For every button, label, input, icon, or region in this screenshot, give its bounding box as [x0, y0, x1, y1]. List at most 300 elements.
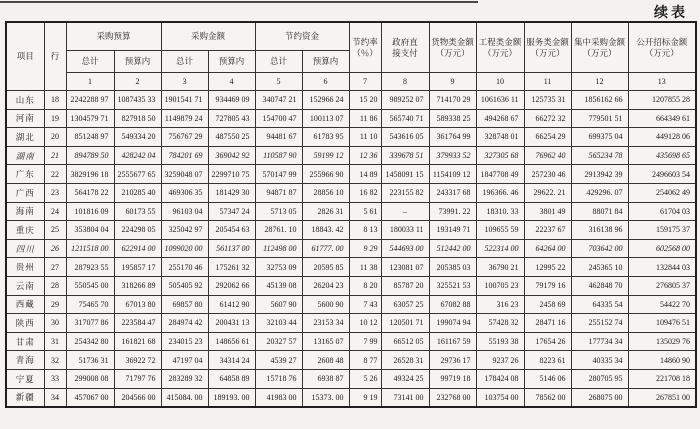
value-cell: 88071 84 [571, 202, 628, 221]
subheader-budget-within: 预算内 [114, 51, 161, 73]
line-number: 26 [44, 239, 66, 258]
value-cell: 64858 89 [208, 369, 255, 388]
value-cell: 64335 54 [571, 295, 628, 314]
col-number: 3 [161, 73, 208, 91]
value-cell: 255170 46 [161, 258, 208, 277]
value-cell: 1154109 12 [429, 165, 476, 184]
col-header-govt-direct-payment [381, 22, 429, 73]
province-name: 广西 [6, 183, 44, 202]
line-number: 32 [44, 351, 66, 370]
value-cell: 57347 24 [208, 202, 255, 221]
value-cell: 13165 07 [302, 332, 349, 351]
value-cell: 103754 00 [476, 388, 524, 407]
page-top-rule [0, 1, 478, 3]
value-cell: 505405 92 [161, 276, 208, 295]
value-cell: 154700 47 [255, 109, 302, 128]
value-cell: 28856 10 [302, 183, 349, 202]
value-cell: 94871 87 [255, 183, 302, 202]
value-cell: 15718 76 [255, 369, 302, 388]
value-cell: 328748 01 [476, 128, 524, 147]
col-header-line: 行 [44, 22, 66, 91]
value-cell: 5600 90 [302, 295, 349, 314]
province-name: 新疆 [6, 388, 44, 407]
value-cell: 14860 90 [628, 351, 696, 370]
value-cell: 2242288 97 [66, 91, 114, 110]
value-cell: 11 38 [349, 258, 381, 277]
engineering-amount-label: 工程类金额 [478, 36, 522, 47]
value-cell: 221708 18 [628, 369, 696, 388]
value-cell: 561137 00 [208, 239, 255, 258]
value-cell: 26528 31 [381, 351, 429, 370]
value-cell: 699375 04 [571, 128, 628, 147]
value-cell: 5607 90 [255, 295, 302, 314]
value-cell: 41983 00 [255, 388, 302, 407]
table-row [6, 369, 696, 388]
value-cell: 85787 20 [381, 276, 429, 295]
value-cell: 57428 32 [476, 314, 524, 333]
value-cell: 415084. 00 [161, 388, 208, 407]
value-cell: 67082 88 [429, 295, 476, 314]
value-cell: 177734 34 [571, 332, 628, 351]
table-row [6, 183, 696, 202]
value-cell: 11 10 [349, 128, 381, 147]
value-cell: 15373. 00 [302, 388, 349, 407]
header-row-column-numbers [6, 73, 696, 91]
province-name: 河南 [6, 109, 44, 128]
value-cell: 12 36 [349, 146, 381, 165]
table-row [6, 276, 696, 295]
value-cell: 175261 32 [208, 258, 255, 277]
col-number: 10 [476, 73, 524, 91]
subheader-budget-total: 总计 [66, 51, 114, 73]
value-cell: 112498 00 [255, 239, 302, 258]
value-cell: 66272 32 [524, 109, 571, 128]
value-cell: 428242 04 [114, 146, 161, 165]
value-cell: 180033 11 [381, 221, 429, 240]
value-cell: 61412 90 [208, 295, 255, 314]
value-cell: 178424 08 [476, 369, 524, 388]
value-cell: 1304579 71 [66, 109, 114, 128]
value-cell: 543616 05 [381, 128, 429, 147]
value-cell: 123081 07 [381, 258, 429, 277]
value-cell: 756767 29 [161, 128, 208, 147]
value-cell: 544693 00 [381, 239, 429, 258]
goods-amount-unit: （万元） [435, 47, 470, 58]
value-cell: 20595 85 [302, 258, 349, 277]
value-cell: 276805 37 [628, 276, 696, 295]
govt-direct-label-2: 接支付 [392, 47, 418, 58]
value-cell: 78562 00 [524, 388, 571, 407]
province-name: 海南 [6, 202, 44, 221]
value-cell: 714170 29 [429, 91, 476, 110]
value-cell: 449128 06 [628, 128, 696, 147]
value-cell: 5146 06 [524, 369, 571, 388]
services-amount-label: 服务类金额 [526, 36, 569, 47]
col-number: 13 [628, 73, 696, 91]
value-cell: 8223 61 [524, 351, 571, 370]
value-cell: 14 89 [349, 165, 381, 184]
value-cell: 5 26 [349, 369, 381, 388]
value-cell: 283289 32 [161, 369, 208, 388]
value-cell: 1087435 33 [114, 91, 161, 110]
col-header-services-amount [524, 22, 571, 73]
line-number: 31 [44, 332, 66, 351]
value-cell: 20327 57 [255, 332, 302, 351]
value-cell: 1847708 49 [476, 165, 524, 184]
value-cell: 10 12 [349, 314, 381, 333]
value-cell: 125735 31 [524, 91, 571, 110]
value-cell: 100705 23 [476, 276, 524, 295]
col-header-goods-amount [429, 22, 476, 73]
col-group-procurement-budget: 采购预算 [66, 22, 161, 51]
value-cell: 159175 37 [628, 221, 696, 240]
centralized-amount-unit: （万元） [582, 47, 617, 58]
value-cell: 224298 05 [114, 221, 161, 240]
savings-rate-label: 节约率 [352, 36, 378, 47]
value-cell: 40335 34 [571, 351, 628, 370]
value-cell: 703642 00 [571, 239, 628, 258]
province-name: 云南 [6, 276, 44, 295]
value-cell: 148656 61 [208, 332, 255, 351]
value-cell: 67013 80 [114, 295, 161, 314]
value-cell: 232768 00 [429, 388, 476, 407]
value-cell: 469306 35 [161, 183, 208, 202]
value-cell: 9237 26 [476, 351, 524, 370]
value-cell: 22237 67 [524, 221, 571, 240]
value-cell: 255152 74 [571, 314, 628, 333]
value-cell: 339678 51 [381, 146, 429, 165]
value-cell: 28471 16 [524, 314, 571, 333]
value-cell: 59199 12 [302, 146, 349, 165]
value-cell: 205454 63 [208, 221, 255, 240]
value-cell: 318266 89 [114, 276, 161, 295]
province-name: 重庆 [6, 221, 44, 240]
value-cell: 254062 49 [628, 183, 696, 202]
value-cell: 487550 25 [208, 128, 255, 147]
value-cell: 327305 68 [476, 146, 524, 165]
value-cell: 1901541 71 [161, 91, 208, 110]
engineering-amount-unit: （万元） [483, 47, 518, 58]
value-cell: 54422 70 [628, 295, 696, 314]
value-cell: 550545 00 [66, 276, 114, 295]
province-name: 西藏 [6, 295, 44, 314]
value-cell: 664349 61 [628, 109, 696, 128]
value-cell: 894789 50 [66, 146, 114, 165]
col-group-procurement-amount: 采购金额 [161, 22, 255, 51]
province-name: 山东 [6, 91, 44, 110]
value-cell: 934469 09 [208, 91, 255, 110]
table-row [6, 239, 696, 258]
value-cell: 205385 03 [429, 258, 476, 277]
value-cell: 267851 00 [628, 388, 696, 407]
value-cell: 28761. 10 [255, 221, 302, 240]
col-number: 12 [571, 73, 628, 91]
col-number: 9 [429, 73, 476, 91]
value-cell: 223155 82 [381, 183, 429, 202]
value-cell: 101816 09 [66, 202, 114, 221]
value-cell: 16 82 [349, 183, 381, 202]
table-row [6, 295, 696, 314]
province-name: 青海 [6, 351, 44, 370]
value-cell: 45139 08 [255, 276, 302, 295]
value-cell: 243317 68 [429, 183, 476, 202]
open-bidding-label: 公开招标金额 [636, 36, 688, 47]
value-cell: 51736 31 [66, 351, 114, 370]
value-cell: 204566 00 [114, 388, 161, 407]
services-amount-unit: （万元） [530, 47, 565, 58]
value-cell: 340747 21 [255, 91, 302, 110]
value-cell: 1207855 28 [628, 91, 696, 110]
value-cell: 49324 25 [381, 369, 429, 388]
col-number: 7 [349, 73, 381, 91]
value-cell: 287923 55 [66, 258, 114, 277]
province-name: 广东 [6, 165, 44, 184]
value-cell: 76962 40 [524, 146, 571, 165]
table-row [6, 332, 696, 351]
value-cell: 26204 23 [302, 276, 349, 295]
value-cell: 135029 76 [628, 332, 696, 351]
value-cell: 570147 99 [255, 165, 302, 184]
value-cell: 2458 69 [524, 295, 571, 314]
value-cell: 34314 24 [208, 351, 255, 370]
table-row [6, 128, 696, 147]
table-row [6, 109, 696, 128]
value-cell: 361764 99 [429, 128, 476, 147]
value-cell: 152966 24 [302, 91, 349, 110]
value-cell: 369042 92 [208, 146, 255, 165]
value-cell: 353804 04 [66, 221, 114, 240]
subheader-saved-within: 预算内 [302, 51, 349, 73]
province-name: 宁夏 [6, 369, 44, 388]
value-cell: 193149 71 [429, 221, 476, 240]
value-cell: 602568 00 [628, 239, 696, 258]
province-name: 陕西 [6, 314, 44, 333]
col-number: 2 [114, 73, 161, 91]
value-cell: 1856162 66 [571, 91, 628, 110]
govt-direct-label-1: 政府直 [392, 36, 418, 47]
value-cell: 4539 27 [255, 351, 302, 370]
table-row [6, 221, 696, 240]
value-cell: 299008 08 [66, 369, 114, 388]
value-cell: 9 19 [349, 388, 381, 407]
value-cell: 64264 00 [524, 239, 571, 258]
value-cell: 1458091 15 [381, 165, 429, 184]
value-cell: 36922 72 [114, 351, 161, 370]
table-row [6, 165, 696, 184]
subheader-saved-total: 总计 [255, 51, 302, 73]
value-cell: 379933 52 [429, 146, 476, 165]
col-header-open-bidding-amount [628, 22, 696, 73]
value-cell: 210285 40 [114, 183, 161, 202]
value-cell: 66512 05 [381, 332, 429, 351]
col-header-centralized-procurement-amount [571, 22, 628, 73]
col-number: 11 [524, 73, 571, 91]
value-cell: 245365 10 [571, 258, 628, 277]
value-cell: 1099020 00 [161, 239, 208, 258]
value-cell: 268075 00 [571, 388, 628, 407]
province-name: 甘肃 [6, 332, 44, 351]
value-cell: 29622. 21 [524, 183, 571, 202]
goods-amount-label: 货物类金额 [431, 36, 474, 47]
value-cell: 564178 22 [66, 183, 114, 202]
table-row [6, 146, 696, 165]
value-cell: 61783 95 [302, 128, 349, 147]
value-cell: 32103 44 [255, 314, 302, 333]
value-cell: 47197 04 [161, 351, 208, 370]
value-cell: 69857 80 [161, 295, 208, 314]
value-cell: 195857 17 [114, 258, 161, 277]
value-cell: 7 43 [349, 295, 381, 314]
value-cell: 75465 70 [66, 295, 114, 314]
value-cell: 435698 65 [628, 146, 696, 165]
line-number: 20 [44, 128, 66, 147]
value-cell: 109655 59 [476, 221, 524, 240]
value-cell: 2496603 54 [628, 165, 696, 184]
value-cell: 199074 94 [429, 314, 476, 333]
value-cell: 512442 00 [429, 239, 476, 258]
table-row [6, 91, 696, 110]
value-cell: 23153 34 [302, 314, 349, 333]
value-cell: 32753 09 [255, 258, 302, 277]
value-cell: 1061636 11 [476, 91, 524, 110]
line-number: 33 [44, 369, 66, 388]
value-cell: 100113 07 [302, 109, 349, 128]
value-cell: 457067 00 [66, 388, 114, 407]
empty-value-dash: – [381, 202, 429, 221]
value-cell: 110587 90 [255, 146, 302, 165]
value-cell: 2913942 39 [571, 165, 628, 184]
value-cell: 18310. 33 [476, 202, 524, 221]
value-cell: 316 23 [476, 295, 524, 314]
table-row [6, 202, 696, 221]
value-cell: 79179 16 [524, 276, 571, 295]
col-group-saved-funds: 节约资金 [255, 22, 349, 51]
value-cell: 6938 87 [302, 369, 349, 388]
col-header-engineering-amount [476, 22, 524, 73]
value-cell: 5713 05 [255, 202, 302, 221]
value-cell: 29736 17 [429, 351, 476, 370]
value-cell: 989252 07 [381, 91, 429, 110]
value-cell: 196366. 46 [476, 183, 524, 202]
line-number: 29 [44, 295, 66, 314]
value-cell: 71797 76 [114, 369, 161, 388]
value-cell: 257230 46 [524, 165, 571, 184]
line-number: 30 [44, 314, 66, 333]
value-cell: 200431 13 [208, 314, 255, 333]
line-number: 24 [44, 202, 66, 221]
value-cell: 589338 25 [429, 109, 476, 128]
value-cell: 96103 04 [161, 202, 208, 221]
value-cell: 784201 69 [161, 146, 208, 165]
value-cell: 8 77 [349, 351, 381, 370]
line-number: 21 [44, 146, 66, 165]
line-number: 34 [44, 388, 66, 407]
value-cell: 61777. 00 [302, 239, 349, 258]
value-cell: 284974 42 [161, 314, 208, 333]
value-cell: 1211518 00 [66, 239, 114, 258]
value-cell: 73991. 22 [429, 202, 476, 221]
province-name: 湖南 [6, 146, 44, 165]
col-number: 5 [255, 73, 302, 91]
value-cell: 3829196 18 [66, 165, 114, 184]
col-number: 1 [66, 73, 114, 91]
province-name: 湖北 [6, 128, 44, 147]
subheader-amount-total: 总计 [161, 51, 208, 73]
value-cell: 3259048 07 [161, 165, 208, 184]
value-cell: 55193 38 [476, 332, 524, 351]
value-cell: 36790 21 [476, 258, 524, 277]
province-name: 四川 [6, 239, 44, 258]
line-number: 25 [44, 221, 66, 240]
value-cell: 827918 50 [114, 109, 161, 128]
value-cell: 779501 51 [571, 109, 628, 128]
value-cell: 2299710 75 [208, 165, 255, 184]
value-cell: 63057 25 [381, 295, 429, 314]
value-cell: 15 20 [349, 91, 381, 110]
table-row [6, 258, 696, 277]
value-cell: 565234 78 [571, 146, 628, 165]
value-cell: 522314 00 [476, 239, 524, 258]
value-cell: 109476 51 [628, 314, 696, 333]
table-row [6, 388, 696, 407]
value-cell: 181429 30 [208, 183, 255, 202]
value-cell: 549334 20 [114, 128, 161, 147]
line-number: 18 [44, 91, 66, 110]
value-cell: 462848 70 [571, 276, 628, 295]
value-cell: 132844 03 [628, 258, 696, 277]
value-cell: 11 86 [349, 109, 381, 128]
value-cell: 66254 29 [524, 128, 571, 147]
value-cell: 317077 86 [66, 314, 114, 333]
value-cell: 189193. 00 [208, 388, 255, 407]
value-cell: 223584 47 [114, 314, 161, 333]
value-cell: 9 29 [349, 239, 381, 258]
value-cell: 60173 55 [114, 202, 161, 221]
value-cell: 2608 48 [302, 351, 349, 370]
value-cell: 94481 67 [255, 128, 302, 147]
table-row [6, 314, 696, 333]
col-number: 6 [302, 73, 349, 91]
value-cell: 73141 00 [381, 388, 429, 407]
centralized-amount-label: 集中采购金额 [574, 36, 626, 47]
value-cell: 325521 53 [429, 276, 476, 295]
value-cell: 255966 90 [302, 165, 349, 184]
value-cell: 5 61 [349, 202, 381, 221]
value-cell: 17654 26 [524, 332, 571, 351]
value-cell: 851248 97 [66, 128, 114, 147]
procurement-statistics-table [5, 21, 697, 408]
savings-rate-unit: （％） [352, 47, 378, 58]
value-cell: 8 20 [349, 276, 381, 295]
value-cell: 494268 67 [476, 109, 524, 128]
value-cell: 316138 96 [571, 221, 628, 240]
header-row-groups [6, 22, 696, 51]
value-cell: 727805 43 [208, 109, 255, 128]
value-cell: 292062 66 [208, 276, 255, 295]
value-cell: 12995 22 [524, 258, 571, 277]
value-cell: 7 99 [349, 332, 381, 351]
line-number: 28 [44, 276, 66, 295]
value-cell: 120501 71 [381, 314, 429, 333]
col-header-savings-rate [349, 22, 381, 73]
value-cell: 234015 23 [161, 332, 208, 351]
value-cell: 61704 03 [628, 202, 696, 221]
value-cell: 1149879 24 [161, 109, 208, 128]
province-name: 贵州 [6, 258, 44, 277]
value-cell: 622914 00 [114, 239, 161, 258]
subheader-amount-within: 预算内 [208, 51, 255, 73]
col-header-item: 项目 [6, 22, 44, 91]
